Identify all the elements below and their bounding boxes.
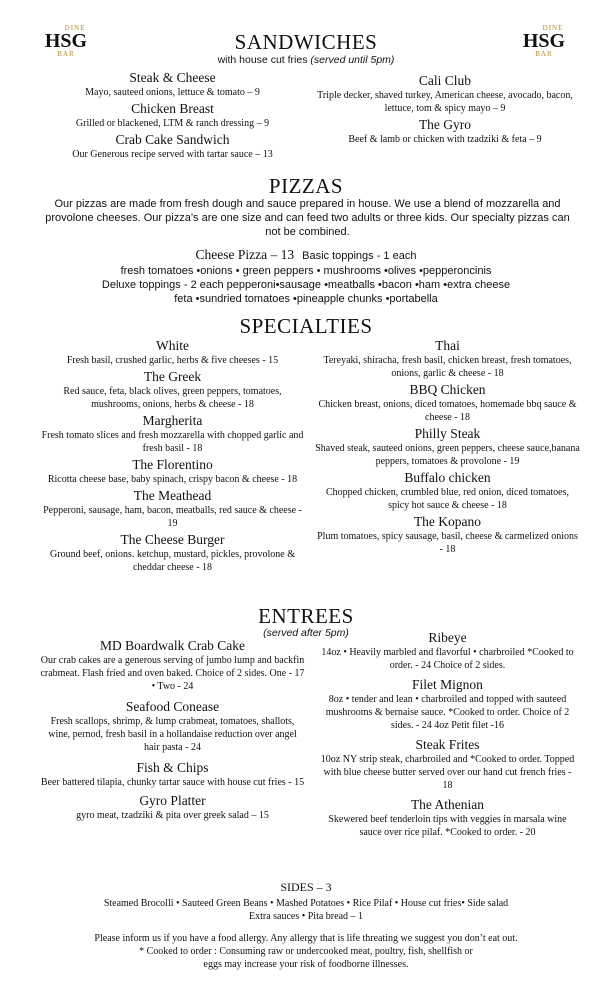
- hsg-logo-right: DINE HSG BAR: [522, 24, 566, 58]
- sandwiches-heading: SANDWICHES: [234, 30, 378, 54]
- menu-item: Cali Club Triple decker, shaved turkey, American cheese, avocado, bacon, lettuce, tom & spicy mayo – 9: [317, 73, 573, 114]
- entrees-heading: ENTREES: [258, 604, 354, 628]
- menu-item: Steak & Cheese Mayo, sauteed onions, lettuce & tomato – 9: [85, 70, 260, 98]
- menu-item: MD Boardwalk Crab Cake Our crab cakes are a generous serving of jumbo lump and backfin crabmeat. Flash fried and oven baked. Choice of 2 sides. One - 17 • Two - 24: [40, 638, 305, 692]
- sides-list: Steamed Brocolli • Sauteed Green Beans • Mashed Potatoes • Rice Pilaf • House cut fries• Side salad Extra sauces • Pita bread – 1: [103, 898, 509, 922]
- sandwiches-left-column: [40, 70, 305, 163]
- cheese-pizza-label: Cheese Pizza – 13: [195, 247, 295, 262]
- menu-item: Filet Mignon 8oz • tender and lean • charbroiled and topped with sauteed mushrooms & bernaise sauce. *Cooked to order. Choice of 2 sides. - 24 4oz Petit filet -16: [325, 677, 570, 731]
- entrees-right-column: [320, 630, 575, 841]
- menu-item: Philly Steak Shaved steak, sauteed onions, green peppers, cheese sauce,banana peppers, tomatoes & provolone - 19: [315, 426, 580, 467]
- menu-item: Margherita Fresh tomato slices and fresh mozzarella with chopped garlic and fresh basil - 18: [41, 413, 304, 454]
- menu-item: Thai Tereyaki, shiracha, fresh basil, chicken breast, fresh tomatoes, onions, garlic & cheese - 18: [323, 338, 572, 379]
- menu-item: Steak Frites 10oz NY strip steak, charbroiled and *Cooked to order. Topped with blue cheese butter served over our hand cut french fries - 18: [320, 737, 575, 791]
- menu-item: The Gyro Beef & lamb or chicken with tzadziki & feta – 9: [348, 117, 542, 145]
- menu-item: White Fresh basil, crushed garlic, herbs & five cheeses - 15: [66, 338, 279, 366]
- menu-item: Gyro Platter gyro meat, tzadziki & pita over greek salad – 15: [76, 793, 269, 821]
- menu-item: The Meathead Pepperoni, sausage, ham, bacon, meatballs, red sauce & cheese - 19: [43, 488, 302, 529]
- menu-item: The Athenian Skewered beef tenderloin tips with veggies in marsala wine sauce over rice pilaf. *Cooked to order. - 20: [328, 797, 567, 838]
- menu-item: Buffalo chicken Chopped chicken, crumbled blue, red onion, diced tomatoes, spicy hot sauce & cheese - 18: [326, 470, 569, 511]
- menu-item: BBQ Chicken Chicken breast, onions, diced tomatoes, homemade bbq sauce & cheese - 18: [318, 382, 577, 423]
- menu-item: The Kopano Plum tomatoes, spicy sausage, basil, cheese & carmelized onions - 18: [317, 514, 578, 555]
- pizzas-heading: PIZZAS: [268, 174, 344, 198]
- menu-item: The Cheese Burger Ground beef, onions. ketchup, mustard, pickles, provolone & cheddar cheese - 18: [50, 532, 295, 573]
- sandwiches-right-column: [310, 73, 580, 148]
- entrees-subtitle: (served after 5pm): [263, 627, 349, 639]
- menu-item: Fish & Chips Beer battered tilapia, chunky tartar sauce with house cut fries - 15: [40, 760, 305, 788]
- sides-heading: SIDES – 3: [280, 880, 332, 894]
- pizzas-intro: Our pizzas are made from fresh dough and sauce prepared in house. We use a blend of mozzarella and provolone cheeses. Our pizza’s are one size and can feed two adults or three kids. Our specialty pizzas can not be combined.: [45, 198, 570, 238]
- menu-item: Ribeye 14oz • Heavily marbled and flavorful • charbroiled *Cooked to order. - 24 Choice of 2 sides.: [321, 630, 574, 671]
- menu-item: Chicken Breast Grilled or blackened, LTM & ranch dressing – 9: [75, 101, 270, 129]
- allergy-notice: Please inform us if you have a food allergy. Any allergy that is life threating we suggest you don’t eat out. * Cooked to order : Consuming raw or undercooked meat, poultry, fish, shellfish or eggs may increase your risk of foodborne illnesses.: [94, 933, 518, 970]
- sandwiches-subtitle: with house cut fries (served until 5pm): [217, 54, 395, 66]
- pizza-toppings: Cheese Pizza – 13 Basic toppings - 1 each fresh tomatoes •onions • green peppers • mushrooms •olives •pepperoncinis Deluxe toppings - 2 each pepperoni•sausage •meatballs •bacon •ham •extra cheese feta •sundried tomatoes •pineapple chunks •portabella: [101, 247, 511, 305]
- menu-item: The Greek Red sauce, feta, black olives, green peppers, tomatoes, mushrooms, onions, herbs & cheese - 18: [63, 369, 282, 410]
- menu-item: Crab Cake Sandwich Our Generous recipe served with tartar sauce – 13: [72, 132, 273, 160]
- specialties-right-column: [315, 338, 580, 558]
- specialties-heading: SPECIALTIES: [239, 314, 373, 338]
- menu-item: The Florentino Ricotta cheese base, baby spinach, crispy bacon & cheese - 18: [47, 457, 298, 485]
- hsg-logo-left: DINE HSG BAR: [44, 24, 88, 58]
- entrees-left-column: [40, 638, 305, 824]
- specialties-left-column: [40, 338, 305, 576]
- menu-item: Seafood Conease Fresh scallops, shrimp, & lump crabmeat, tomatoes, shallots, wine, pernod, fresh basil in a hollandaise reduction over angel hair pasta - 24: [48, 699, 297, 753]
